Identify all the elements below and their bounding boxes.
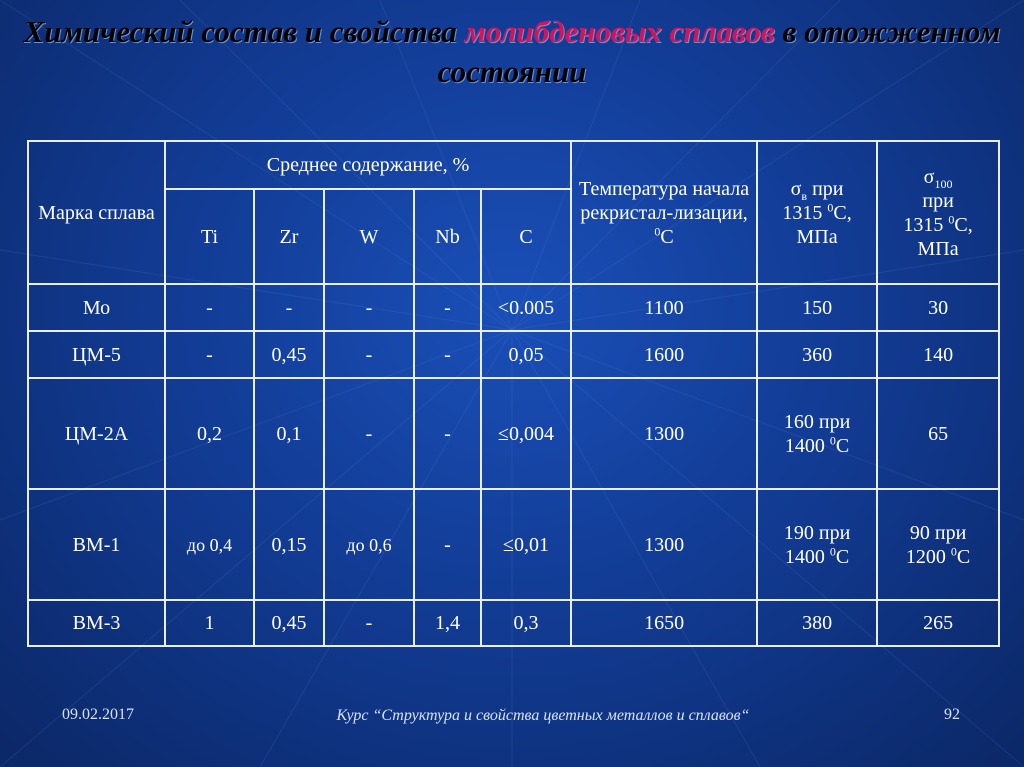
sigma-100-line-2: 1200 [905, 545, 951, 568]
cell-trec: 1100 [571, 284, 757, 331]
sigma-b-line-1: 190 при [783, 521, 851, 544]
cell-w: - [324, 600, 414, 646]
sigma-b-line-2: 1400 [784, 545, 830, 568]
sigma-b-text-4: МПа [796, 225, 838, 248]
cell-ti: - [165, 331, 254, 378]
cell-ti: 0,2 [165, 378, 254, 489]
cell-grade: ВМ-3 [28, 600, 165, 646]
cell-sigma-b [757, 489, 877, 600]
cell-w: - [324, 284, 414, 331]
sigma-b-unit: С [835, 545, 850, 568]
cell-c: 0,3 [481, 600, 571, 646]
cell-ti: 1 [165, 600, 254, 646]
table-row [28, 284, 999, 331]
sigma-100-line-1: 90 при [909, 521, 967, 544]
sigma-100-text-3: С, [954, 213, 973, 236]
cell-c: ≤0,004 [481, 378, 571, 489]
sigma-b-sup: 0 [829, 543, 836, 558]
cell-grade: ЦМ-5 [28, 331, 165, 378]
sigma-b-symbol: σ [790, 177, 802, 200]
sigma-100-text-2: 1315 [903, 213, 949, 236]
table-row [28, 600, 999, 646]
header-nb: Nb [414, 189, 481, 284]
cell-sigma-b: 360 [757, 331, 877, 378]
cell-nb: - [414, 284, 481, 331]
footer-date: 09.02.2017 [62, 706, 134, 723]
cell-sigma-100: 65 [877, 378, 999, 489]
alloy-table [27, 140, 1000, 647]
cell-trec: 1600 [571, 331, 757, 378]
cell-sigma-100: 140 [877, 331, 999, 378]
cell-trec: 1300 [571, 489, 757, 600]
cell-ti: до 0,4 [165, 489, 254, 600]
cell-grade: ЦМ-2А [28, 378, 165, 489]
slide-title [10, 12, 1014, 92]
table-row [28, 331, 999, 378]
cell-nb: - [414, 331, 481, 378]
sigma-100-sup: 0 [948, 211, 955, 226]
sigma-b-sup: 0 [829, 432, 836, 447]
sigma-100-symbol: σ [923, 165, 935, 188]
cell-zr: 0,15 [254, 489, 324, 600]
cell-trec: 1300 [571, 378, 757, 489]
sigma-100-unit: С [956, 545, 971, 568]
sigma-b-sub: в [801, 188, 808, 203]
sigma-100-text-4: МПа [917, 237, 959, 260]
cell-grade: Мо [28, 284, 165, 331]
header-recrystallization [571, 141, 757, 284]
recryst-sup: 0 [654, 223, 661, 238]
cell-c: ≤0,01 [481, 489, 571, 600]
header-w: W [324, 189, 414, 284]
cell-sigma-100: 30 [877, 284, 999, 331]
cell-w: - [324, 378, 414, 489]
header-sigma-100 [877, 141, 999, 284]
cell-sigma-100: 265 [877, 600, 999, 646]
cell-zr: 0,45 [254, 331, 324, 378]
cell-w: - [324, 331, 414, 378]
header-row-1 [28, 141, 999, 189]
cell-grade: ВМ-1 [28, 489, 165, 600]
sigma-100-sup: 0 [950, 543, 957, 558]
header-ti: Ti [165, 189, 254, 284]
sigma-b-text-3: С, [833, 201, 852, 224]
cell-w: до 0,6 [324, 489, 414, 600]
sigma-b-sup: 0 [827, 199, 834, 214]
sigma-100-sub: 100 [934, 176, 953, 191]
footer-page-number: 92 [944, 706, 960, 723]
sigma-b-text-2: 1315 [782, 201, 828, 224]
header-avg-content: Среднее содержание, % [165, 141, 571, 189]
cell-sigma-100 [877, 489, 999, 600]
cell-nb: - [414, 378, 481, 489]
table-row [28, 378, 999, 489]
recryst-text: Температура начала рекристал-лизации, [579, 177, 750, 224]
sigma-b-text-1: при [807, 177, 844, 200]
footer-course: Курс “Структура и свойства цветных металлов и сплавов“ [336, 707, 750, 724]
cell-c: <0.005 [481, 284, 571, 331]
cell-zr: 0,45 [254, 600, 324, 646]
header-sigma-b [757, 141, 877, 284]
cell-nb: - [414, 489, 481, 600]
header-zr: Zr [254, 189, 324, 284]
header-grade: Марка сплава [28, 141, 165, 284]
table-row [28, 489, 999, 600]
cell-zr: - [254, 284, 324, 331]
title-part-1: Химический состав и свойства [23, 14, 465, 49]
cell-sigma-b: 380 [757, 600, 877, 646]
sigma-b-unit: С [835, 434, 850, 457]
cell-ti: - [165, 284, 254, 331]
cell-sigma-b: 150 [757, 284, 877, 331]
sigma-100-text-1: при [922, 189, 954, 212]
sigma-b-line-1: 160 при [783, 410, 851, 433]
cell-c: 0,05 [481, 331, 571, 378]
cell-trec: 1650 [571, 600, 757, 646]
recryst-unit: С [660, 225, 674, 248]
title-part-2: в отожженном состоянии [437, 14, 1001, 89]
cell-nb: 1,4 [414, 600, 481, 646]
cell-sigma-b [757, 378, 877, 489]
title-highlight: молибденовых сплавов [464, 14, 775, 49]
header-c: C [481, 189, 571, 284]
cell-zr: 0,1 [254, 378, 324, 489]
sigma-b-line-2: 1400 [784, 434, 830, 457]
